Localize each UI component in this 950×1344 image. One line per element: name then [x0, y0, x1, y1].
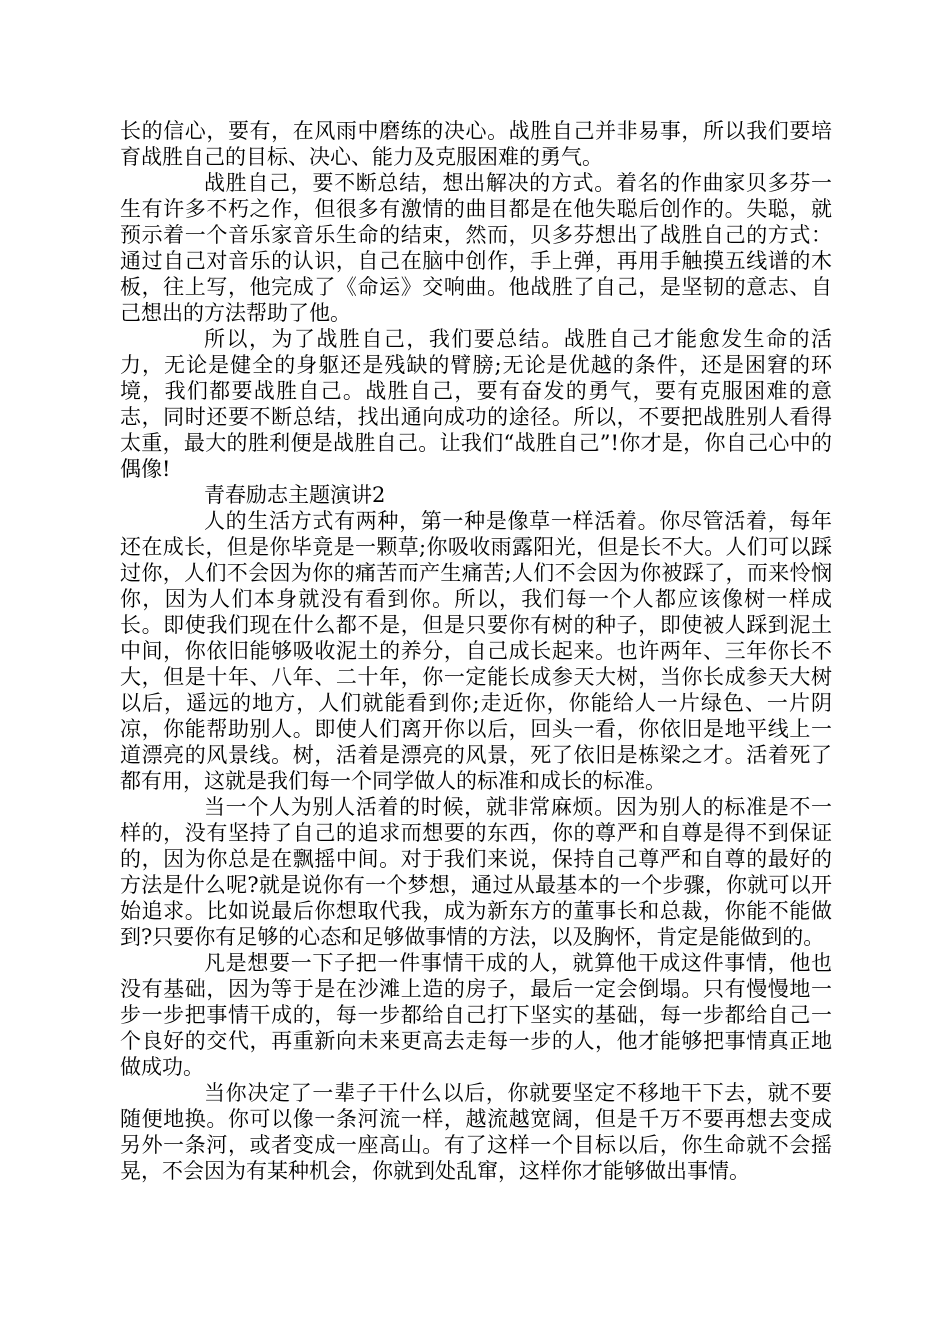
paragraph-stay-the-course: 当你决定了一辈子干什么以后，你就要坚定不移地干下去，就不要随便地换。你可以像一条河流一样，越流越宽阔，但是千万不要再想去变成另外一条河，或者变成一座高山。有了这样一个目标以后，你生命就不会摇晃，不会因为有某种机会，你就到处乱窜，这样你才能够做出事情。 [120, 1081, 832, 1183]
section-heading: 青春励志主题演讲2 [204, 483, 386, 507]
paragraph-beethoven: 战胜自己，要不断总结，想出解决的方式。着名的作曲家贝多芬一生有许多不朽之作，但很多有激情的曲目都是在他失聪后创作的。失聪，就预示着一个音乐家音乐生命的结束，然而，贝多芬想出了战胜自己的方式：通过自己对音乐的认识，自己在脑中创作，手上弹，再用手触摸五线谱的木板，往上写，他完成了《命运》交响曲。他战胜了自己，是坚韧的意志、自己想出的方法帮助了他。 [120, 171, 832, 325]
paragraph-continuation: 长的信心，要有，在风雨中磨练的决心。战胜自己并非易事，所以我们要培育战胜自己的目标、决心、能力及克服困难的勇气。 [120, 119, 832, 169]
paragraph-step-by-step: 凡是想要一下子把一件事情干成的人，就算他干成这件事情，他也没有基础，因为等于是在沙滩上造的房子，最后一定会倒塌。只有慢慢地一步一步把事情干成的，每一步都给自己打下坚实的基础，每一步都给自己一个良好的交代，再重新向未来更高去走每一步的人，他才能够把事情真正地做成功。 [120, 951, 832, 1079]
document-body [120, 118, 832, 1184]
paragraph-conclusion: 所以，为了战胜自己，我们要总结。战胜自己才能愈发生命的活力，无论是健全的身躯还是残缺的臂膀;无论是优越的条件，还是困窘的环境，我们都要战胜自己。战胜自己，要有奋发的勇气，要有克服困难的意志，同时还要不断总结，找出通向成功的途径。所以，不要把战胜别人看得太重，最大的胜利便是战胜自己。让我们“战胜自己”!你才是，你自己心中的偶像! [120, 327, 832, 481]
paragraph-grass-and-tree: 人的生活方式有两种，第一种是像草一样活着。你尽管活着，每年还在成长，但是你毕竟是一颗草;你吸收雨露阳光，但是长不大。人们可以踩过你，人们不会因为你的痛苦而产生痛苦;人们不会因为你被踩了，而来怜悯你，因为人们本身就没有看到你。所以，我们每一个人都应该像树一样成长。即使我们现在什么都不是，但是只要你有树的种子，即使被人踩到泥土中间，你依旧能够吸收泥土的养分，自己成长起来。也许两年、三年你长不大，但是十年、八年、二十年，你一定能长成参天大树，当你长成参天大树以后，遥远的地方，人们就能看到你;走近你，你能给人一片绿色、一片阴凉，你能帮助别人。即使人们离开你以后，回头一看，你依旧是地平线上一道漂亮的风景线。树，活着是漂亮的风景，死了依旧是栋梁之才。活着死了都有用，这就是我们每一个同学做人的标准和成长的标准。 [120, 509, 832, 793]
paragraph-living-for-others: 当一个人为别人活着的时候，就非常麻烦。因为别人的标准是不一样的，没有坚持了自己的追求而想要的东西，你的尊严和自尊是得不到保证的，因为你总是在飘摇中间。对于我们来说，保持自己尊严和自尊的最好的方法是什么呢?就是说你有一个梦想，通过从最基本的一个步骤，你就可以开始追求。比如说最后你想取代我，成为新东方的董事长和总裁，你能不能做到?只要你有足够的心态和足够做事情的方法，以及胸怀，肯定是能做到的。 [120, 795, 832, 949]
